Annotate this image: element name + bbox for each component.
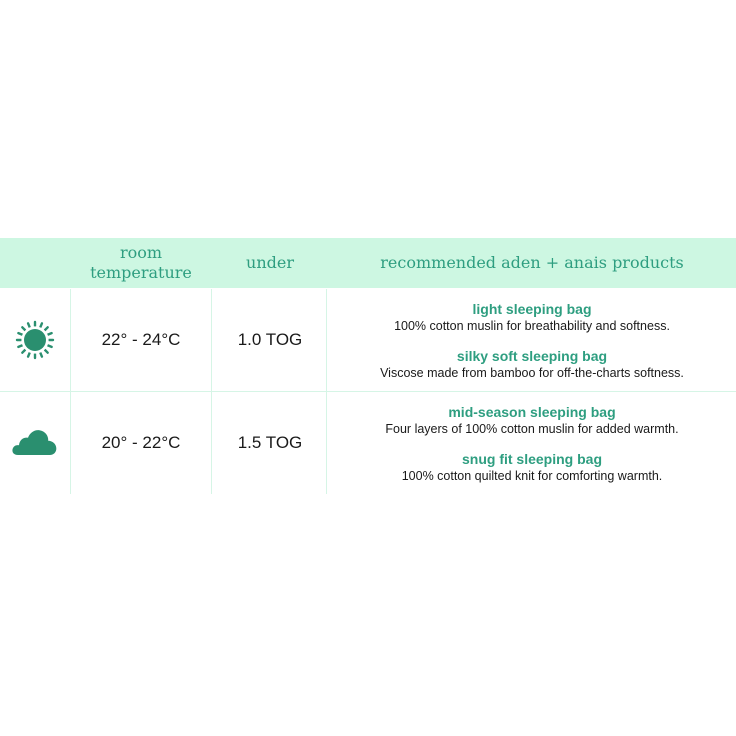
tog-value: 1.0 TOG [237, 330, 303, 349]
product-description: 100% cotton quilted knit for comforting warmth. [401, 468, 663, 483]
product-item [394, 300, 670, 334]
recommended-products [328, 289, 736, 391]
product-description: Four layers of 100% cotton muslin for added warmth. [385, 421, 679, 436]
recommended-products [328, 392, 736, 494]
table-header [0, 238, 736, 288]
product-item [380, 347, 684, 381]
sun-icon [0, 289, 70, 391]
table-row [0, 392, 736, 494]
product-item [402, 450, 663, 484]
tog-value: 1.5 TOG [237, 433, 303, 452]
table-row [0, 289, 736, 391]
header-under: under [246, 253, 294, 272]
product-name[interactable]: mid-season sleeping bag [448, 403, 616, 420]
header-room-temperature [70, 238, 212, 288]
cloud-icon [0, 392, 70, 494]
product-item [385, 403, 678, 437]
product-name[interactable]: snug fit sleeping bag [461, 450, 602, 467]
header-recommended-products: recommended aden + anais products [380, 253, 684, 272]
header-room-temperature-line2: temperature [90, 263, 192, 282]
header-room-temperature-line1: room [119, 243, 163, 262]
room-temperature-value: 20° - 22°C [101, 433, 181, 452]
product-name[interactable]: light sleeping bag [472, 300, 592, 317]
room-temperature-value: 22° - 24°C [101, 330, 181, 349]
product-name[interactable]: silky soft sleeping bag [456, 347, 608, 364]
product-description: Viscose made from bamboo for off-the-charts softness. [380, 365, 684, 380]
product-description: 100% cotton muslin for breathability and softness. [394, 318, 670, 333]
